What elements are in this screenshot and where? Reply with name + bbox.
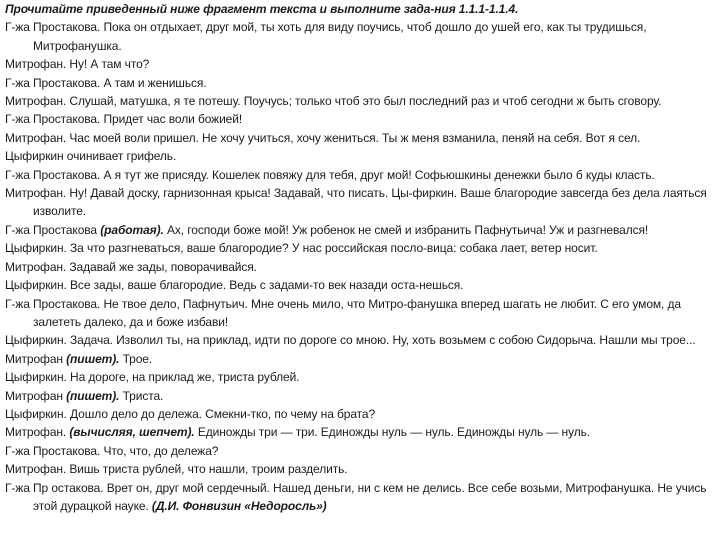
speaker-name: Г-жа Пр остакова. [5,480,104,495]
line-text: Слушай, матушка, я те потешу. Поучусь; только чтоб это был последний раз и чтоб сегодни ж быть сговору. [66,94,662,109]
line-text: Пока он отдыхает, друг мой, ты хоть для виду поучись, чтоб дошло до ушей его, как ты трудишься, Митрофанушка. [33,20,647,53]
line-text: Трое. [119,351,153,366]
speaker-name: Г-жа Простакова. [5,443,101,458]
speaker-name: Цыфиркин. [5,333,67,348]
dialogue-line [5,55,715,73]
line-text: Ах, господи боже мой! Уж робенок не смей и избранить Пафнутьича! Уж и разгневался! [163,222,649,237]
dialogue-line [5,276,715,294]
line-text: очинивает грифель. [63,149,177,164]
dialogue-line [5,331,715,349]
dialogue-line [5,18,715,55]
document-text [5,0,715,515]
dialogue-line [5,460,715,478]
line-text: Все зады, ваше благородие. Ведь с задами-то век назади оста-нешься. [66,278,464,293]
dialogue-line [5,295,715,332]
dialogue-line [5,239,715,257]
stage-direction: (пишет). [66,351,120,366]
speaker-name: Г-жа Простакова. [5,296,101,311]
dialogue-line [5,442,715,460]
line-text: Врет он, друг мой сердечный. Нашед деньги, ни с кем не делись. Все себе возьми, Митрофанушка. Не учись этой дурацкой науке. [33,480,707,513]
dialogue-line [5,110,715,128]
speaker-name: Митрофан. [5,130,67,145]
stage-direction: (работая). [100,222,164,237]
speaker-name: Цыфиркин. [5,278,67,293]
speaker-name: Г-жа Простакова. [5,75,101,90]
speaker-name: Цыфиркин. [5,406,67,421]
dialogue-line [5,166,715,184]
speaker-name: Митрофан. [5,462,67,477]
line-text: На дороге, на приклад же, триста рублей. [66,370,300,385]
speaker-name: Митрофан [5,351,63,366]
line-text: Задача. Изволил ты, на приклад, идти по дороге со мною. Ну, хоть возьмем с собою Сидорыча. Нашли мы трое... [66,333,696,348]
line-text: Придет час воли божией! [100,112,243,127]
speaker-name: Митрофан. [5,259,67,274]
speaker-name: Цыфиркин. [5,370,67,385]
line-text: Не твое дело, Пафнутьич. Мне очень мило, что Митро-фанушка вперед шагать не любит. С его умом, да залететь далеко, да и боже избави! [33,296,681,329]
dialogue-line [5,387,715,405]
line-text: А я тут же присяду. Кошелек повяжу для тебя, друг мой! Софьюшкины денежки было б куды класть. [100,167,655,182]
dialogue-line [5,92,715,110]
speaker-name: Г-жа Простакова. [5,112,101,127]
line-text: Час моей воли пришел. Не хочу учиться, хочу жениться. Ты ж меня взманила, пеняй на себя. Вот я сел. [66,130,641,145]
line-text: Дошло дело до дележа. Смекни-тко, по чему на брата? [66,406,376,421]
line-text: Триста. [119,388,164,403]
dialogue-line [5,479,715,516]
dialogue-line [5,423,715,441]
source-citation: (Д.И. Фонвизин «Недоросль») [151,498,327,513]
dialogue-line [5,368,715,386]
line-text: Что, что, до дележа? [100,443,219,458]
line-text: Ну! А там что? [66,57,150,72]
speaker-name: Митрофан. [5,425,67,440]
dialogue-line [5,405,715,423]
stage-direction: (пишет). [66,388,120,403]
line-text: За что разгневаться, ваше благородие? У нас российская посло-вица: собака лает, ветер носит. [66,241,598,256]
dialogue-lines [5,18,715,515]
line-text: Ну! Давай доску, гарнизонная крыса! Задавай, что писать. Цы-фиркин. Ваше благородие завсегда без дела лаяться изволите. [33,186,707,219]
speaker-name: Митрофан. [5,186,67,201]
dialogue-line [5,129,715,147]
line-text: Задавай же зады, поворачивайся. [66,259,257,274]
speaker-name: Цыфиркин [5,149,64,164]
stage-direction: (вычисляя, шепчет). [69,425,195,440]
speaker-name: Г-жа Простакова [5,222,98,237]
dialogue-line [5,184,715,221]
speaker-name: Митрофан. [5,57,67,72]
line-text: А там и женишься. [100,75,207,90]
line-text: Единожды три — три. Единожды нуль — нуль. Единожды нуль — нуль. [194,425,591,440]
speaker-name: Г-жа Простакова. [5,20,101,35]
dialogue-line [5,147,715,165]
dialogue-line [5,350,715,368]
line-text: Вишь триста рублей, что нашли, троим разделить. [66,462,348,477]
task-title: Прочитайте приведенный ниже фрагмент текста и выполните зада-ния 1.1.1-1.1.4. [5,2,519,16]
dialogue-line [5,258,715,276]
speaker-name: Цыфиркин. [5,241,67,256]
dialogue-line [5,221,715,239]
speaker-name: Митрофан [5,388,63,403]
speaker-name: Г-жа Простакова. [5,167,101,182]
dialogue-line [5,74,715,92]
speaker-name: Митрофан. [5,94,67,109]
